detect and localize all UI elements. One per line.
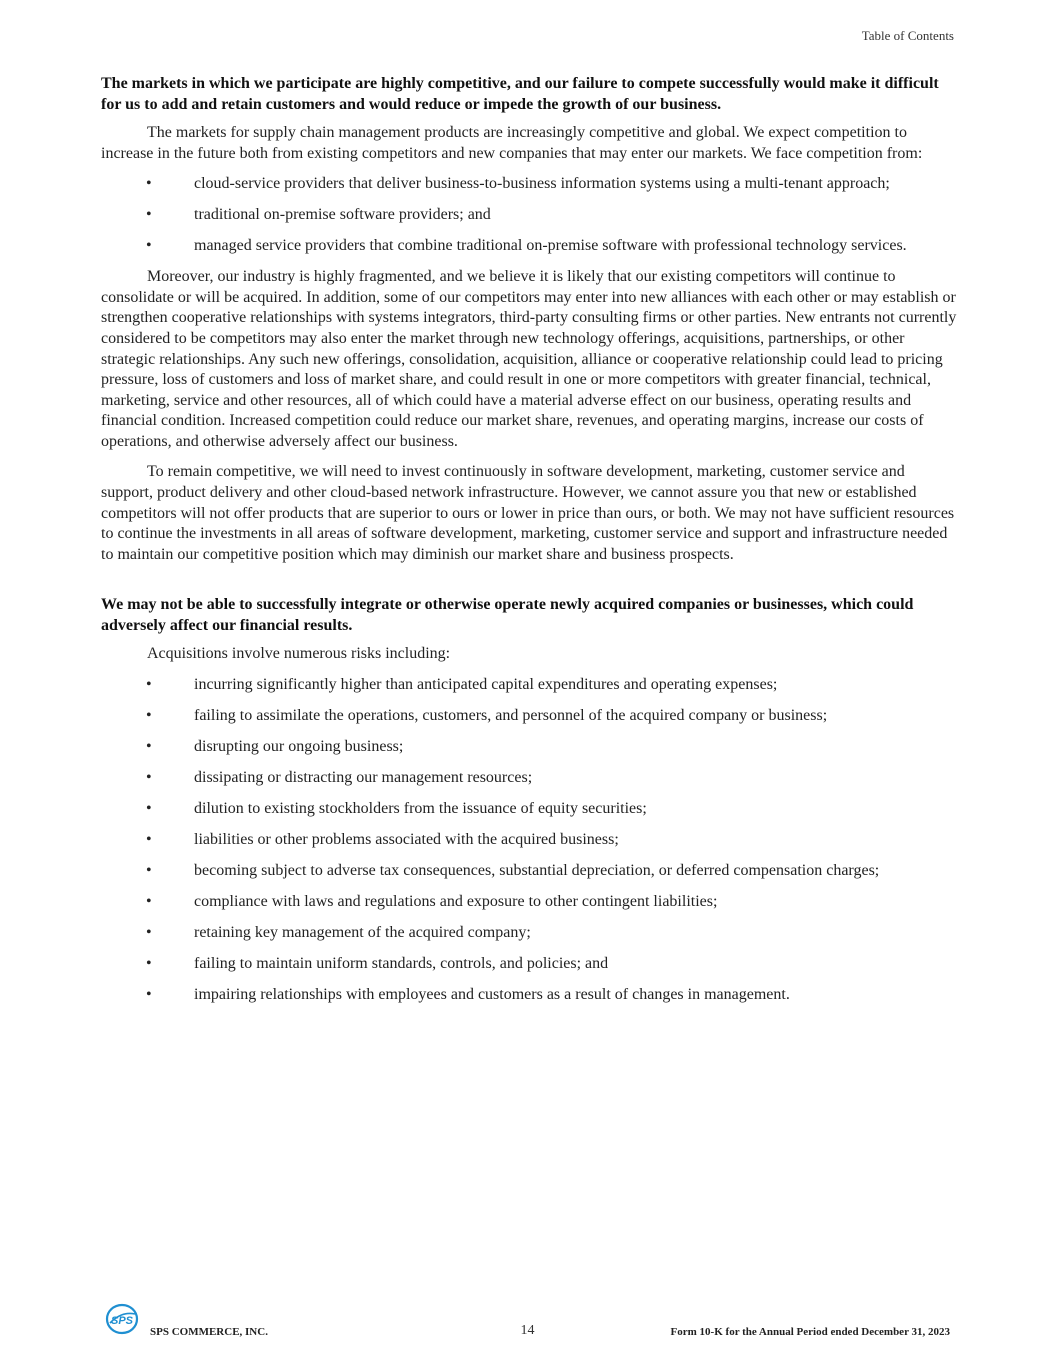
list-item — [101, 830, 957, 851]
bullet-glyph: • — [146, 206, 152, 224]
list-item-text: retaining key management of the acquired company; — [194, 923, 531, 941]
bullet-glyph: • — [146, 923, 152, 941]
bullet-glyph: • — [146, 237, 152, 255]
list-item — [101, 737, 957, 758]
bullet-glyph: • — [146, 799, 152, 817]
list-item — [101, 799, 957, 820]
list-item-text: liabilities or other problems associated with the acquired business; — [194, 830, 619, 848]
list-item — [101, 205, 957, 226]
logo-text: SPS — [110, 1315, 134, 1327]
list-item-text: disrupting our ongoing business; — [194, 738, 404, 756]
bullet-glyph: • — [146, 676, 152, 694]
acquisition-risks-list — [101, 675, 957, 1005]
list-item — [101, 892, 957, 913]
list-item — [101, 985, 957, 1006]
paragraph-competition-intro: The markets for supply chain management products are increasingly competitive and global. We expect competition to increase in the future both from existing competitors and new companies that may enter our markets. We face competition from: — [101, 124, 923, 162]
bullet-glyph: • — [146, 892, 152, 910]
list-item — [101, 675, 957, 696]
list-item-text: traditional on-premise software providers; and — [194, 206, 491, 224]
list-item — [101, 861, 957, 882]
paragraph-remain-competitive: To remain competitive, we will need to invest continuously in software development, marketing, customer service and support, product delivery and other cloud-based network infrastructure. However, we cannot assure you that new or established competitors will not offer products that are superior to ours or lower in price than ours, or both. We may not have sufficient resources to continue the investments in all areas of software development, marketing, customer service and support and infrastructure needed to maintain our competitive position which may diminish our market share and business prospects. — [101, 463, 955, 563]
list-item-text: becoming subject to adverse tax consequences, substantial depreciation, or deferred compensation charges; — [194, 861, 880, 879]
bullet-glyph: • — [146, 954, 152, 972]
competitor-list — [101, 174, 957, 257]
list-item-text: impairing relationships with employees and customers as a result of changes in management. — [194, 985, 790, 1003]
list-item — [101, 954, 957, 975]
list-item-text: cloud-service providers that deliver business-to-business information systems using a multi-tenant approach; — [194, 175, 890, 193]
form-period-label: Form 10-K for the Annual Period ended December 31, 2023 — [670, 1326, 950, 1338]
list-item — [101, 236, 957, 257]
page-number: 14 — [520, 1323, 535, 1338]
bullet-glyph: • — [146, 738, 152, 756]
bullet-glyph: • — [146, 769, 152, 786]
list-item-text: managed service providers that combine traditional on-premise software with professional technology services. — [194, 237, 907, 255]
list-item-text: failing to assimilate the operations, customers, and personnel of the acquired company or business; — [194, 707, 828, 725]
page-content — [101, 74, 957, 1016]
list-item — [101, 923, 957, 944]
list-item-text: dissipating or distracting our management resources; — [194, 769, 533, 786]
list-item-text: failing to maintain uniform standards, controls, and policies; and — [194, 954, 609, 972]
table-of-contents-link[interactable]: Table of Contents — [861, 28, 954, 43]
bullet-glyph: • — [146, 985, 152, 1003]
section-heading-competition: The markets in which we participate are highly competitive, and our failure to compete successfully would make it difficult for us to add and retain customers and would reduce or impede the growth of our business. — [101, 75, 939, 113]
list-item-text: compliance with laws and regulations and exposure to other contingent liabilities; — [194, 892, 718, 910]
company-name: SPS COMMERCE, INC. — [150, 1326, 268, 1338]
list-item-text: incurring significantly higher than anticipated capital expenditures and operating expenses; — [194, 676, 778, 694]
list-item — [101, 768, 957, 789]
section-heading-acquisitions: We may not be able to successfully integrate or otherwise operate newly acquired companies or businesses, which could adversely affect our financial results. — [101, 596, 914, 634]
bullet-glyph: • — [146, 830, 152, 848]
page-footer — [0, 1303, 1055, 1343]
bullet-glyph: • — [146, 175, 152, 193]
list-item — [101, 706, 957, 727]
list-item-text: dilution to existing stockholders from the issuance of equity securities; — [194, 799, 647, 817]
paragraph-fragmented-industry: Moreover, our industry is highly fragmented, and we believe it is likely that our existing competitors will continue to consolidate or will be acquired. In addition, some of our competitors may enter into new alliances with each other or may establish or strengthen cooperative relationships with systems integrators, third-party consulting firms or other parties. New entrants not currently considered to be competitors may also enter the market through new technology offerings, acquisitions, partnerships, or other strategic relationships. Any such new offerings, consolidation, acquisition, alliance or cooperative relationship could lead to pricing pressure, loss of customers and loss of market share, and could result in one or more competitors with greater financial, technical, marketing, service and other resources, all of which could have a material adverse effect on our business, operating results and financial condition. Increased competition could reduce our market share, revenues, and operating margins, increase our costs of operations, and otherwise adversely affect our business. — [101, 268, 957, 450]
paragraph-acquisitions-intro: Acquisitions involve numerous risks including: — [147, 645, 451, 663]
list-item — [101, 174, 957, 195]
bullet-glyph: • — [146, 861, 152, 879]
bullet-glyph: • — [146, 707, 152, 725]
